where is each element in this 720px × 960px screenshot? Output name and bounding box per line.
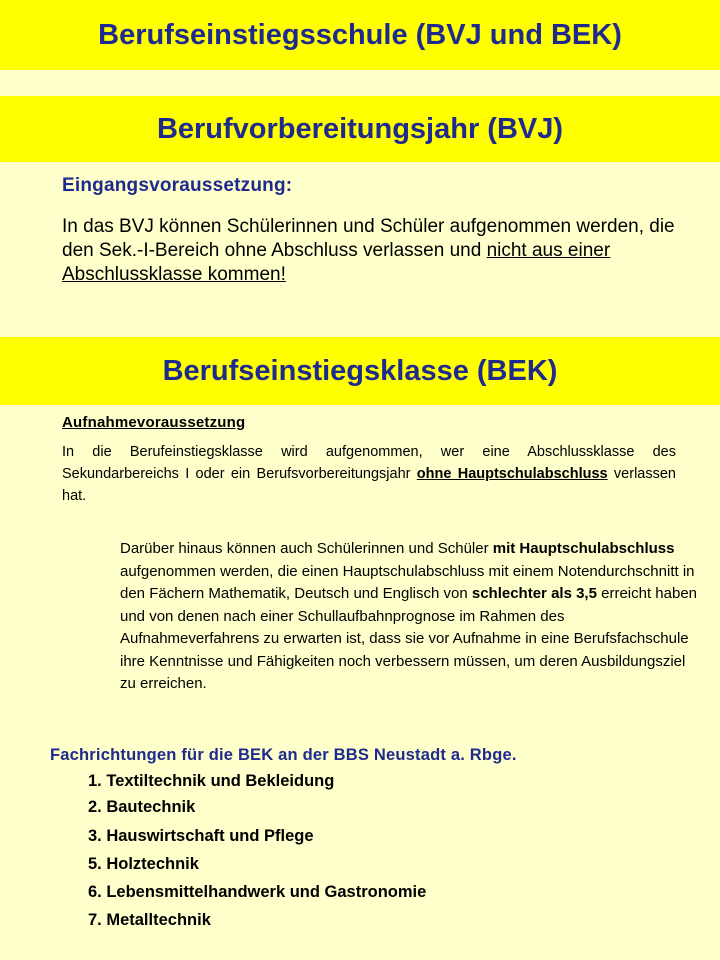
bek-extra-part1: Darüber hinaus können auch Schülerinnen und Schüler (120, 540, 493, 557)
bek-extra-text (120, 538, 705, 696)
fachrichtungen-list (88, 770, 426, 937)
bek-requirement-heading: Aufnahmevoraussetzung (62, 414, 246, 431)
bek-extra-part2: aufgenommen werden, die einen Hauptschulabschluss mit einem Notendurchschnitt in den Fächern Mathematik, Deutsch und Englisch von (120, 562, 695, 602)
list-item: 5. Holztechnik (88, 855, 199, 873)
bvj-title-band (0, 96, 720, 162)
list-item: 3. Hauswirtschaft und Pflege (88, 827, 314, 845)
bek-requirement-text (62, 441, 676, 507)
bvj-text-underlined: nicht aus einer Abschlussklasse kommen (62, 240, 611, 285)
bvj-requirement-text (62, 215, 692, 287)
bek-text-part1: In die Berufeinstiegsklasse wird aufgenommen, wer eine Abschlussklasse des Sekundarbereichs I oder ein Berufsvorbereitungsjahr (62, 444, 676, 482)
bek-extra-part3: erreicht haben und von denen nach einer Schullaufbahnprognose im Rahmen des Aufnahmeverfahrens zu erwarten ist, dass sie vor Aufnahme in eine Berufsfachschule ihre Kenntnisse und Fähigkeiten noch verbessern müssen, um deren Ausbildungsziel zu erreichen. (120, 585, 698, 692)
bek-text-underlined: ohne Hauptschulabschluss (416, 466, 608, 482)
list-item: 2. Bautechnik (88, 798, 196, 816)
bvj-requirement-heading: Eingangsvoraussetzung: (62, 175, 293, 196)
main-title: Berufseinstiegsschule (BVJ und BEK) (98, 18, 622, 51)
bvj-title: Berufvorbereitungsjahr (BVJ) (156, 112, 564, 145)
bek-text-part2: verlassen hat. (62, 466, 676, 504)
bvj-text-end: ! (280, 264, 286, 285)
fachrichtungen-title: Fachrichtungen für die BEK an der BBS Neustadt a. Rbge. (50, 746, 517, 764)
bvj-text-part1: In das BVJ können Schülerinnen und Schüler aufgenommen werden, die den Sek.-I-Bereich ohne Abschluss verlassen und (62, 216, 675, 261)
bek-extra-bold2: schlechter als 3,5 (471, 585, 597, 602)
list-item: 6. Lebensmittelhandwerk und Gastronomie (88, 883, 427, 901)
main-title-band (0, 0, 720, 70)
bek-extra-bold1: mit Hauptschulabschluss (492, 540, 675, 557)
bek-title: Berufseinstiegsklasse (BEK) (162, 354, 558, 387)
list-item: 1. Textiltechnik und Bekleidung (88, 772, 335, 790)
bek-title-band (0, 337, 720, 405)
list-item: 7. Metalltechnik (88, 911, 211, 929)
